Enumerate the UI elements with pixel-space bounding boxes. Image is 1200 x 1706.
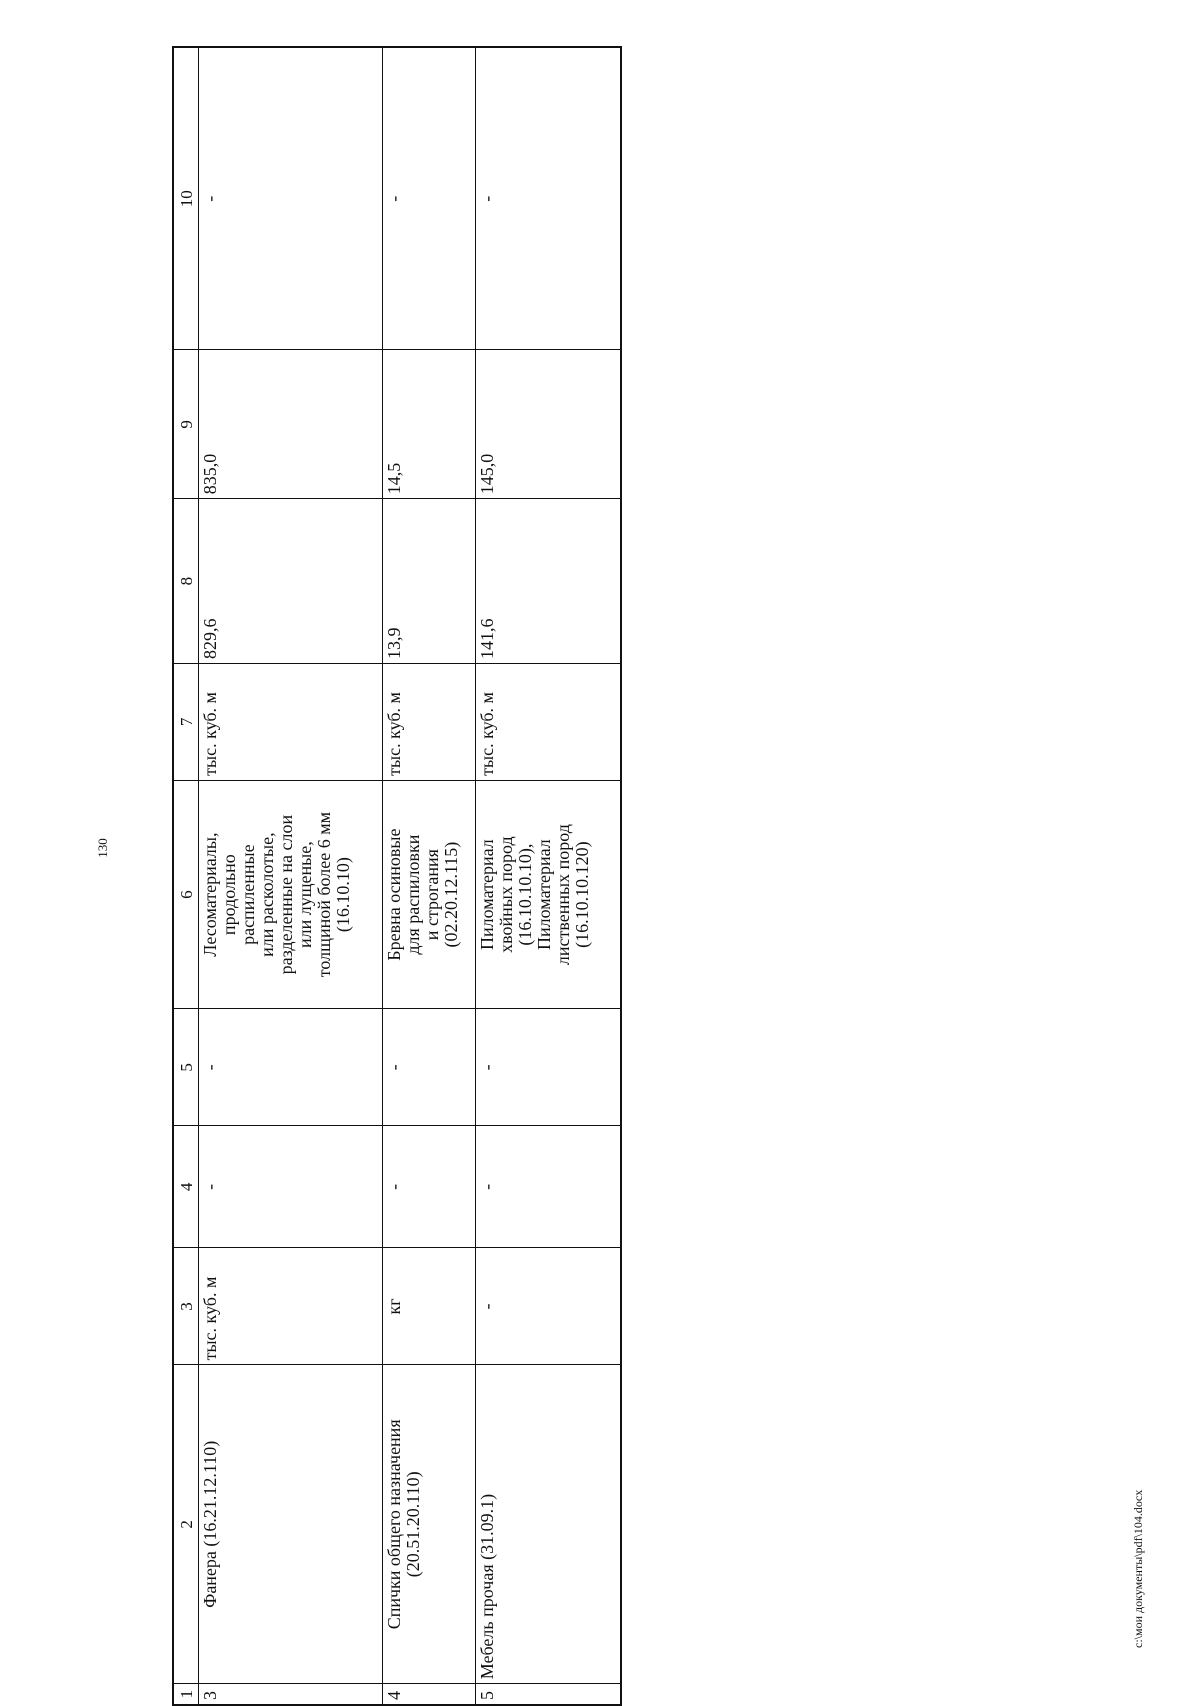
rotated-table-frame [172, 46, 622, 1706]
value-cell: - [383, 1126, 476, 1248]
product-cell: Мебель прочая (31.09.1) [476, 1365, 621, 1684]
page-number: 130 [95, 838, 110, 858]
table-container [172, 46, 622, 1706]
header-cell-6: 6 [173, 780, 199, 1009]
row-number-cell: 4 [383, 1684, 476, 1705]
header-cell-10: 10 [173, 47, 199, 350]
unit-cell: кг [383, 1248, 476, 1365]
footer-file-path: c:\мои документы\pdf\104.docx [1131, 1489, 1145, 1648]
header-cell-4: 4 [173, 1126, 199, 1248]
material-unit-cell: тыс. куб. м [199, 663, 383, 780]
value-cell: - [476, 1009, 621, 1126]
header-row [173, 47, 199, 1705]
table-row [476, 47, 621, 1705]
material-unit-cell: тыс. куб. м [383, 663, 476, 780]
header-cell-3: 3 [173, 1248, 199, 1365]
value-cell: - [476, 47, 621, 350]
table-row [383, 47, 476, 1705]
value-cell: 13,9 [383, 499, 476, 664]
header-cell-8: 8 [173, 499, 199, 664]
unit-cell: - [476, 1248, 621, 1365]
value-cell: - [476, 1126, 621, 1248]
row-number-cell: 3 [199, 1684, 383, 1705]
value-cell: - [383, 47, 476, 350]
value-cell: 145,0 [476, 350, 621, 499]
material-unit-cell: тыс. куб. м [476, 663, 621, 780]
raw-material-cell: Бревна осиновые для распиловки и строгания (02.20.12.115) [383, 780, 476, 1009]
value-cell: - [383, 1009, 476, 1126]
unit-cell: тыс. куб. м [199, 1248, 383, 1365]
table-row [199, 47, 383, 1705]
product-cell: Фанера (16.21.12.110) [199, 1365, 383, 1684]
value-cell: 829,6 [199, 499, 383, 664]
value-cell: - [199, 1126, 383, 1248]
header-cell-9: 9 [173, 350, 199, 499]
product-cell: Спички общего назначения (20.51.20.110) [383, 1365, 476, 1684]
data-table [172, 46, 622, 1706]
value-cell: 141,6 [476, 499, 621, 664]
row-number-cell: 5 [476, 1684, 621, 1705]
value-cell: - [199, 47, 383, 350]
header-cell-5: 5 [173, 1009, 199, 1126]
header-cell-2: 2 [173, 1365, 199, 1684]
value-cell: 835,0 [199, 350, 383, 499]
raw-material-cell: Пиломатериал хвойных пород (16.10.10.10), Пиломатериал лиственных пород (16.10.10.120) [476, 780, 621, 1009]
value-cell: - [199, 1009, 383, 1126]
header-cell-1: 1 [173, 1684, 199, 1705]
header-cell-7: 7 [173, 663, 199, 780]
raw-material-cell: Лесоматериалы, продольно распиленные или расколотые, разделенные на слои или лущеные, толщиной более 6 мм (16.10.10) [199, 780, 383, 1009]
value-cell: 14,5 [383, 350, 476, 499]
